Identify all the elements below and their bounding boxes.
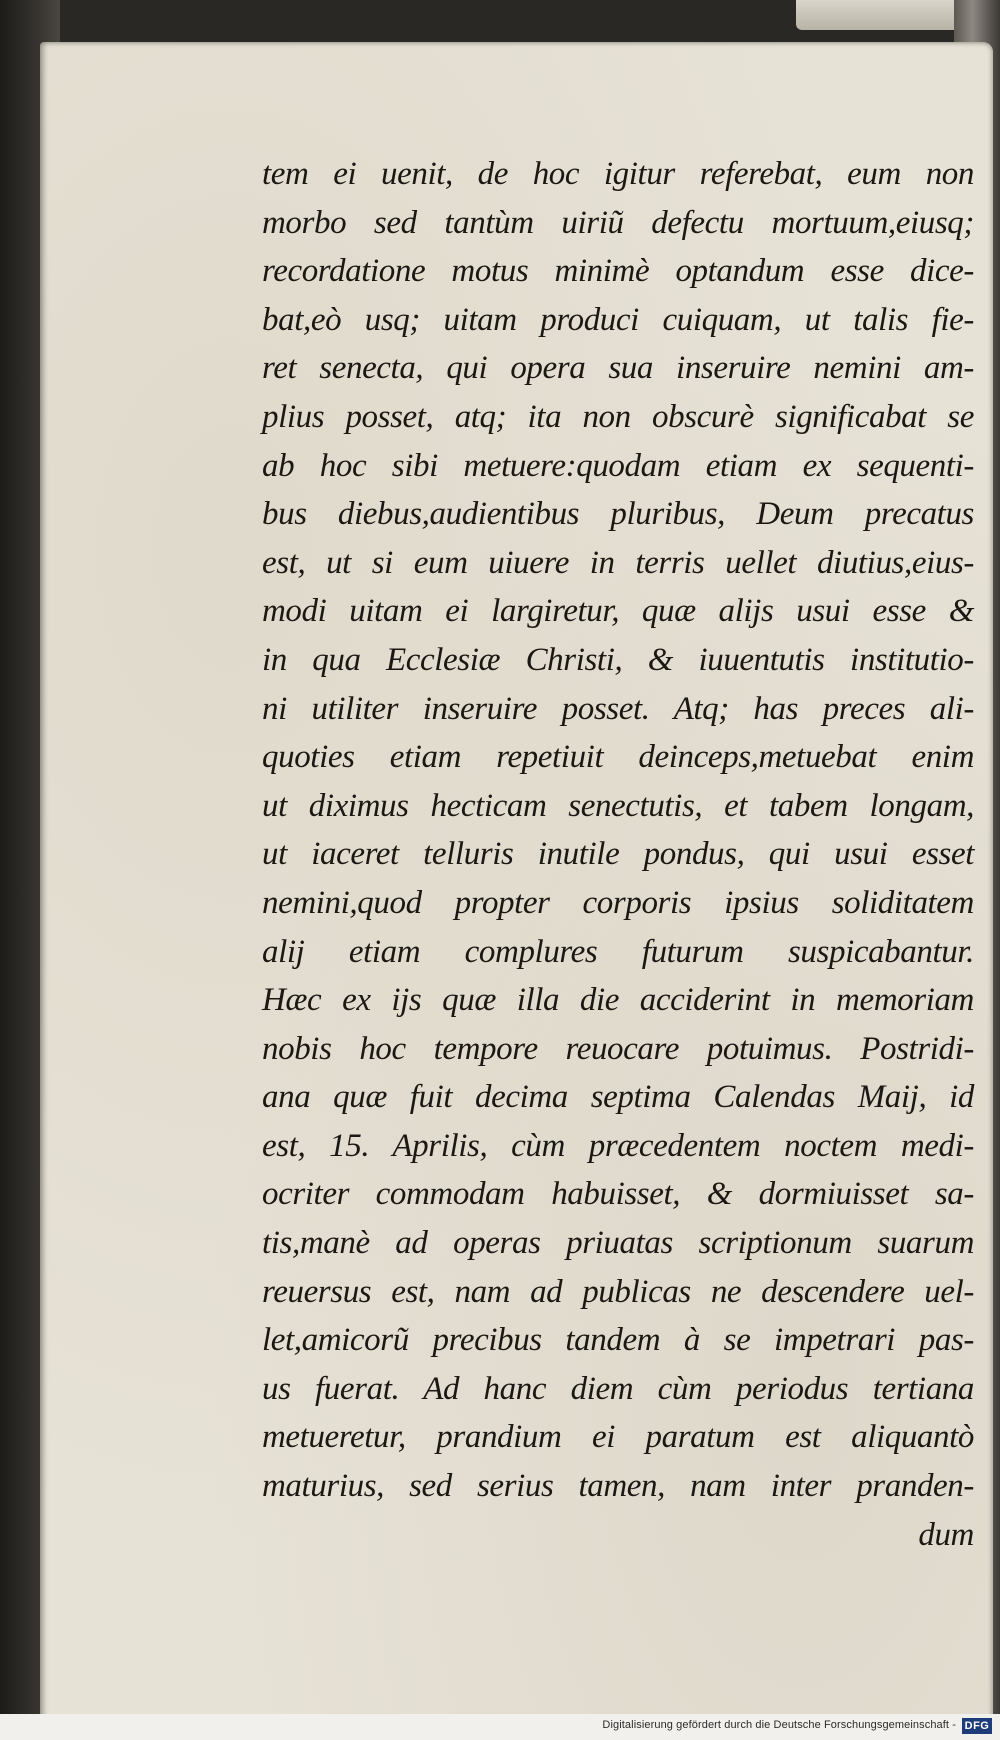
text-line: ocriter commodam habuisset, & dormiuisset sa-: [262, 1176, 974, 1213]
text-line: let,amicorũ precibus tandem à se impetrari pas-: [262, 1322, 974, 1359]
text-line: bat,eò usq; uitam produci cuiquam, ut talis fie-: [262, 301, 974, 338]
text-line: quoties etiam repetiuit deinceps,metuebat enim: [262, 739, 974, 776]
text-line: us fuerat. Ad hanc diem cùm periodus tertiana: [262, 1370, 974, 1407]
catchword: dum: [918, 1516, 974, 1553]
text-line: ut iaceret telluris inutile pondus, qui usui esset: [262, 836, 974, 873]
text-line: nemini,quod propter corporis ipsius soliditatem: [262, 884, 974, 921]
text-line: ut diximus hecticam senectutis, et tabem longam,: [262, 787, 974, 824]
text-line: ab hoc sibi metuere:quodam etiam ex sequenti-: [262, 447, 974, 484]
text-line: Hæc ex ijs quæ illa die acciderint in memoriam: [262, 982, 974, 1019]
text-line: est, 15. Aprilis, cùm præcedentem noctem medi-: [262, 1127, 974, 1164]
text-line: morbo sed tantùm uiriũ defectu mortuum,eiusq;: [262, 204, 974, 241]
text-line: ana quæ fuit decima septima Calendas Maij, id: [262, 1079, 974, 1116]
page-text: [262, 150, 974, 1559]
digitization-footer: [0, 1714, 1000, 1740]
text-line: nobis hoc tempore reuocare potuimus. Postridi-: [262, 1030, 974, 1067]
text-line: modi uitam ei largiretur, quæ alijs usui esse &: [262, 593, 974, 630]
text-line: ni utiliter inseruire posset. Atq; has preces ali-: [262, 690, 974, 727]
text-line: metueretur, prandium ei paratum est aliquantò: [262, 1419, 974, 1456]
text-line: recordatione motus minimè optandum esse dice-: [262, 253, 974, 290]
text-line: alij etiam complures futurum suspicabantur.: [262, 933, 974, 970]
text-line: maturius, sed serius tamen, nam inter pranden-: [262, 1468, 974, 1505]
text-line: tis,manè ad operas priuatas scriptionum suarum: [262, 1225, 974, 1262]
text-line: plius posset, atq; ita non obscurè significabat se: [262, 398, 974, 435]
dfg-logo: DFG: [962, 1718, 992, 1734]
text-line: reuersus est, nam ad publicas ne descendere uel-: [262, 1273, 974, 1310]
text-line: est, ut si eum uiuere in terris uellet diutius,eius-: [262, 544, 974, 581]
funding-notice: Digitalisierung gefördert durch die Deutsche Forschungsgemeinschaft -: [602, 1719, 956, 1731]
text-line: bus diebus,audientibus pluribus, Deum precatus: [262, 496, 974, 533]
text-line: in qua Ecclesiæ Christi, & iuuentutis institutio-: [262, 641, 974, 678]
text-line: tem ei uenit, de hoc igitur referebat, eum non: [262, 156, 974, 192]
book-page: [40, 42, 993, 1727]
text-line: ret senecta, qui opera sua inseruire nemini am-: [262, 350, 974, 387]
